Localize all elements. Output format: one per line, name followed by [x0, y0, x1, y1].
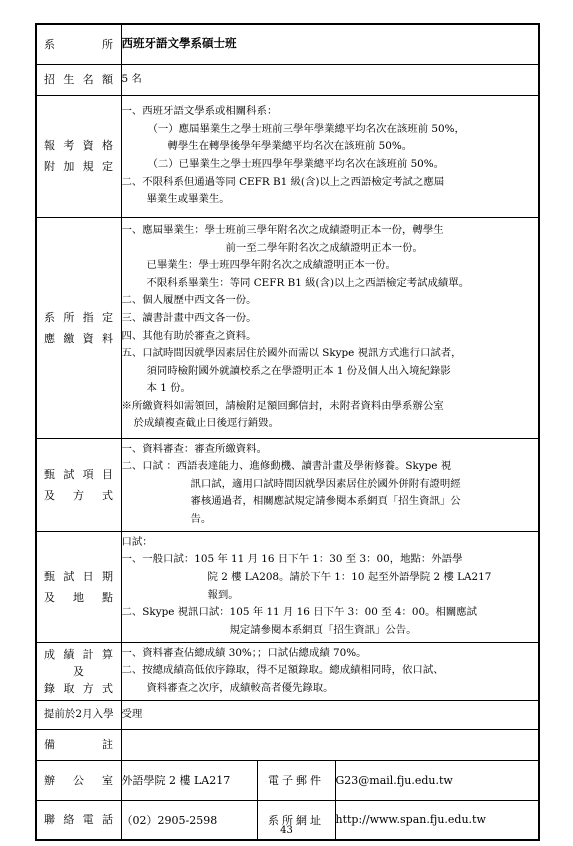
scoring-content: [121, 642, 539, 700]
documents-line: 一、應屆畢業生：學士班前三學年附名次之成績證明正本一份，轉學生: [121, 223, 444, 236]
documents-line: 二、個人履歷中西文各一份。: [121, 294, 257, 307]
eligibility-line: 轉學生在轉學後學年學業總平均名次在該班前 50%。: [167, 140, 413, 153]
documents-line: 須同時檢附國外就讀校系之在學證明正本 1 份及個人出入境紀錄影: [146, 364, 451, 377]
quota-label: 招 生 名 額: [44, 73, 114, 86]
phone-value: （02）2905-2598: [121, 800, 257, 840]
early-admission-value: 受理: [121, 700, 539, 729]
exam-date-line: 口試：: [121, 535, 153, 548]
office-row: [36, 760, 539, 800]
documents-line: 五、口試時間因就學因素居住於國外而需以 Skype 視訊方式進行口試者，: [121, 347, 462, 360]
exam-date-label-cell: [36, 531, 121, 642]
scoring-label-line-3: 錄 取 方 式: [44, 681, 114, 695]
documents-line: 於成績複查截止日後逕行銷毀。: [133, 417, 279, 430]
exam-method-content: [121, 438, 539, 531]
exam-method-label-line-1: 甄 試 項 目: [44, 467, 114, 481]
eligibility-line: （一）應屆畢業生之學士班前三學年學業總平均名次在該班前 50%，: [147, 122, 465, 135]
exam-date-label-line-2: 及 地 點: [44, 590, 114, 604]
early-admission-label: 提前於2月入學: [36, 700, 121, 729]
documents-line: 前一至二學年附名次之成績證明正本一份。: [225, 241, 423, 254]
exam-method-row: [36, 438, 539, 531]
scoring-label-line-1: 成 績 計 算: [44, 647, 114, 661]
documents-label-line-2: 應 繳 資 料: [44, 331, 114, 345]
documents-line: 四、其他有助於審查之資料。: [121, 329, 257, 342]
department-label-cell: [36, 24, 121, 64]
remarks-label: 備 註: [44, 738, 114, 751]
department-value-cell: [121, 24, 539, 64]
exam-date-line: 報到。: [207, 588, 239, 601]
exam-method-line: 告。: [190, 512, 212, 525]
documents-line: ※所繳資料如需領回，請檢附足額回郵信封，未附者資料由學系辦公室: [121, 399, 444, 412]
admission-table: [35, 23, 540, 841]
exam-date-row: [36, 531, 539, 642]
exam-method-line: 二、口試 ：西語表達能力、進修動機、讀書計畫及學術修養。Skype 視: [121, 460, 452, 473]
department-name: 西班牙語文學系碩士班: [121, 35, 237, 50]
eligibility-label-cell: [36, 95, 121, 217]
eligibility-line: 畢業生或畢業生。: [146, 193, 230, 206]
eligibility-label-line-1: 報 考 資 格: [44, 139, 114, 152]
eligibility-line: 二、不限科系但通過等同 CEFR B1 級(含)以上之西語檢定考試之應屆: [121, 175, 445, 188]
department-label: 系 所: [44, 37, 114, 51]
quota-value: 5 名: [121, 64, 539, 95]
exam-method-line: 審核通過者，相關應試規定請參閱本系網頁「招生資訊」公: [190, 495, 461, 508]
website-label: 系所網址: [257, 800, 335, 840]
exam-method-label-line-2: 及 方 式: [44, 488, 114, 502]
eligibility-row: [36, 95, 539, 217]
documents-line: 三、讀書計畫中西文各一份。: [121, 311, 257, 324]
documents-label-cell: [36, 217, 121, 438]
remarks-row: [36, 729, 539, 760]
eligibility-label-line-2: 附 加 規 定: [44, 160, 114, 173]
scoring-line: 二、按總成績高低依序錄取，得不足額錄取。總成績相同時，依口試、: [121, 664, 444, 677]
exam-date-line: 一、一般口試：105 年 11 月 16 日下午 1：30 至 3：00，地點：外語學: [121, 553, 463, 566]
office-value: 外語學院 2 樓 LA217: [121, 760, 257, 800]
exam-date-line: 二、Skype 視訊口試：105 年 11 月 16 日下午 3：00 至 4：00。相關應試: [121, 606, 478, 619]
quota-row: [36, 64, 539, 95]
page-number: 43: [280, 825, 293, 836]
eligibility-content: [121, 95, 539, 217]
exam-date-line: 院 2 樓 LA208。請於下午 1：10 起至外語學院 2 樓 LA217: [207, 570, 492, 583]
department-row: [36, 24, 539, 64]
documents-content: [121, 217, 539, 438]
website-value[interactable]: http://www.span.fju.edu.tw: [335, 800, 539, 840]
documents-line: 已畢業生：學士班四學年附名次之成績證明正本一份。: [146, 259, 396, 272]
quota-label-cell: [36, 64, 121, 95]
exam-method-line: 訊口試，適用口試時間因就學因素居住於國外併附有證明經: [190, 477, 461, 490]
eligibility-line: （二）已畢業生之學士班四學年學業總平均名次在該班前 50%。: [147, 158, 445, 170]
documents-row: [36, 217, 539, 438]
remarks-label-cell: [36, 729, 121, 760]
exam-date-line: 規定請參閱本系網頁「招生資訊」公告。: [229, 623, 417, 636]
exam-date-label-line-1: 甄 試 日 期: [44, 569, 114, 583]
scoring-label-cell: [36, 642, 121, 700]
early-admission-row: [36, 700, 539, 729]
email-value[interactable]: G23@mail.fju.edu.tw: [335, 760, 539, 800]
documents-line: 不限科系畢業生：等同 CEFR B1 級(含)以上之西語檢定考試成績單。: [146, 276, 470, 289]
exam-method-line: 一、資料審查：審查所繳資料。: [121, 442, 267, 455]
scoring-line: 一、資料審查佔總成績 30%；；口試佔總成績 70%。: [121, 646, 367, 659]
documents-label-line-1: 系 所 指 定: [44, 310, 114, 324]
exam-method-label-cell: [36, 438, 121, 531]
exam-date-content: [121, 531, 539, 642]
scoring-row: [36, 642, 539, 700]
office-label: 辦 公 室: [44, 773, 114, 787]
email-label: 電子郵件: [257, 760, 335, 800]
eligibility-line: 一、西班牙語文學系或相關科系：: [121, 105, 278, 118]
scoring-line: 資料審查之次序，成績較高者優先錄取。: [146, 681, 334, 694]
scoring-label-line-2: 及: [73, 664, 85, 678]
office-label-cell: [36, 760, 121, 800]
documents-line: 本 1 份。: [146, 382, 191, 395]
phone-label: 聯 絡 電 話: [44, 813, 114, 827]
remarks-value: [121, 729, 539, 760]
